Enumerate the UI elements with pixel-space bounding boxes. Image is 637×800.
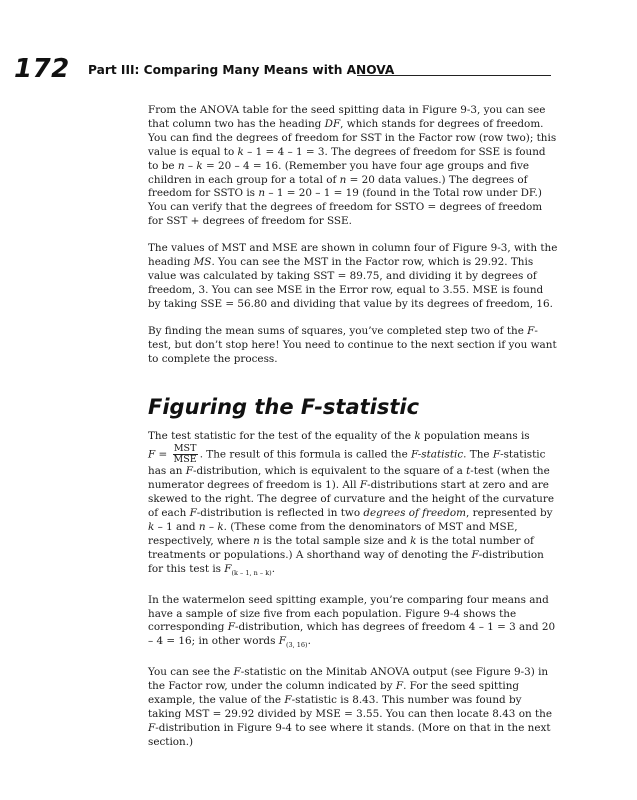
paragraph-test-statistic: The test statistic for the test of the equality of the k population means is F = $\frac{\text{MST}}{\text{MSE}}$ . The result of this formula is called the F-statistic. The F-statistic has an F-distribution, which is equivalent to the square of a t-test (when the numerator degrees of freedom is 1). All F-distributions start at zero and are skewed to the right. The degree of curvature and the height of the curvature of each F-distribution is reflected in two degrees of freedom, represented by k – 1 and n – k. (These come from the denominators of MST and MSE, respectively, where n is the total sample size and k is the total number of treatments or populations.) A shorthand way of denoting the F-distribution for this test is $F_{(k - 1, n - k)}$. — [148, 430, 554, 577]
paragraph-mst-mse: The values of MST and MSE are shown in column four of Figure 9-3, with the heading MS. You can see the MST in the Factor row, which is 29.92. This value was calculated by taking SST = 89.75, and dividing it by degrees of freedom, 3. You can see MSE in the Error row, equal to 3.55. MSE is found by taking SSE = 56.80 and dividing that value by its degrees of freedom, 16. — [148, 242, 558, 310]
paragraph-watermelon-example: In the watermelon seed spitting example, you’re comparing four means and have a sample of size five from each population. Figure 9-4 shows the corresponding F-distribution, which has degrees of freedom 4 – 1 = 3 and 20 – 4 = 16; in other words $F_{(3, 16)}$. — [148, 593, 556, 650]
running-title: Part III: Comparing Many Means with ANOVA — [88, 63, 395, 77]
f-formula-fraction: $\frac{\text{MST}}{\text{MSE}}$ — [173, 443, 197, 466]
body-text — [148, 104, 558, 763]
running-header — [0, 54, 637, 86]
paragraph-step-two: By finding the mean sums of squares, you’ve completed step two of the F-test, but don’t stop here! You need to continue to the next section if you want to complete the process. — [148, 324, 557, 365]
paragraph-degrees-of-freedom: From the ANOVA table for the seed spitting data in Figure 9-3, you can see that column two has the heading DF, which stands for degrees of freedom. You can find the degrees of freedom for SST in the Factor row (row two); this value is equal to k – 1 = 4 – 1 = 3. The degrees of freedom for SSE is found to be n – k = 20 – 4 = 16. (Remember you have four age groups and five children in each group for a total of n = 20 data values.) The degrees of freedom for SSTO is n – 1 = 20 – 1 = 19 (found in the Total row under DF.) You can verify that the degrees of freedom for SSTO = degrees of freedom for SST + degrees of freedom for SSE. — [148, 104, 557, 228]
paragraph-minitab-output: You can see the F-statistic on the Minitab ANOVA output (see Figure 9-3) in the Factor row, under the column indicated by F. For the seed spitting example, the value of the F-statistic is 8.43. This number was found by taking MST = 29.92 divided by MSE = 3.55. You can then locate 8.43 on the F-distribution in Figure 9-4 to see where it stands. (More on that in the next section.) — [148, 666, 552, 748]
page-number: 172 — [14, 54, 70, 84]
section-heading: Figuring the F-statistic — [148, 395, 420, 420]
header-rule — [357, 75, 551, 76]
